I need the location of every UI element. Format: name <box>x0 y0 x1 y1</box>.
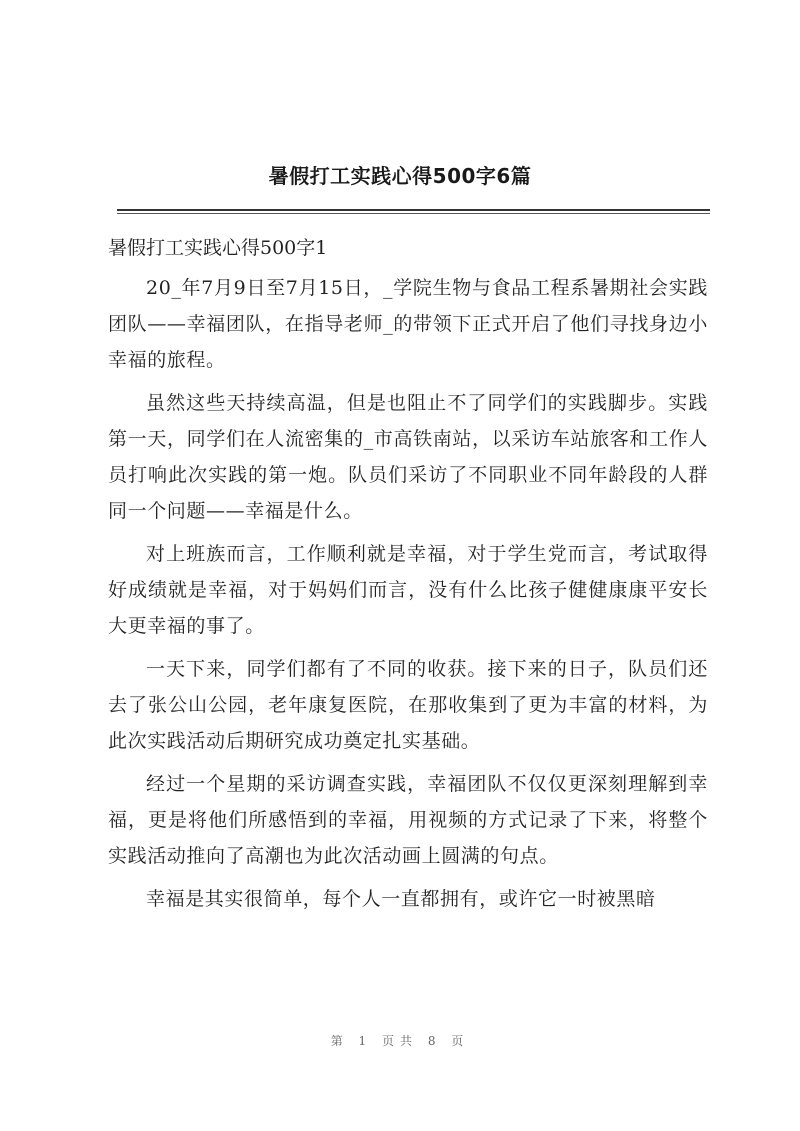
document-body <box>108 230 708 924</box>
title-divider-thick <box>117 209 710 211</box>
title-divider-thin <box>117 213 710 214</box>
page-title: 暑假打工实践心得500字6篇 <box>268 164 532 188</box>
paragraph-1: 20_年7月9日至7月15日，_学院生物与食品工程系暑期社会实践团队——幸福团队，在指导老师_的带领下正式开启了他们寻找身边小幸福的旅程。 <box>108 277 708 371</box>
paragraph-4: 一天下来，同学们都有了不同的收获。接下来的日子，队员们还去了张公山公园，老年康复医院，在那收集到了更为丰富的材料，为此次实践活动后期研究成功奠定扎实基础。 <box>108 658 708 752</box>
paragraph-6: 幸福是其实很简单，每个人一直都拥有，或许它一时被黑暗 <box>146 888 656 910</box>
page-number-footer: 第 1 页共 8 页 <box>330 1034 470 1048</box>
paragraph-5: 经过一个星期的采访调查实践，幸福团队不仅仅更深刻理解到幸福，更是将他们所感悟到的幸福，用视频的方式记录了下来，将整个实践活动推向了高潮也为此次活动画上圆满的句点。 <box>108 773 708 867</box>
paragraph-2: 虽然这些天持续高温，但是也阻止不了同学们的实践脚步。实践第一天，同学们在人流密集的_市高铁南站，以采访车站旅客和工作人员打响此次实践的第一炮。队员们采访了不同职业不同年龄段的人群同一个问题——幸福是什么。 <box>108 392 708 522</box>
paragraph-3: 对上班族而言，工作顺利就是幸福，对于学生党而言，考试取得好成绩就是幸福，对于妈妈们而言，没有什么比孩子健健康康平安长大更幸福的事了。 <box>108 543 708 637</box>
section-heading: 暑假打工实践心得500字1 <box>108 237 328 259</box>
